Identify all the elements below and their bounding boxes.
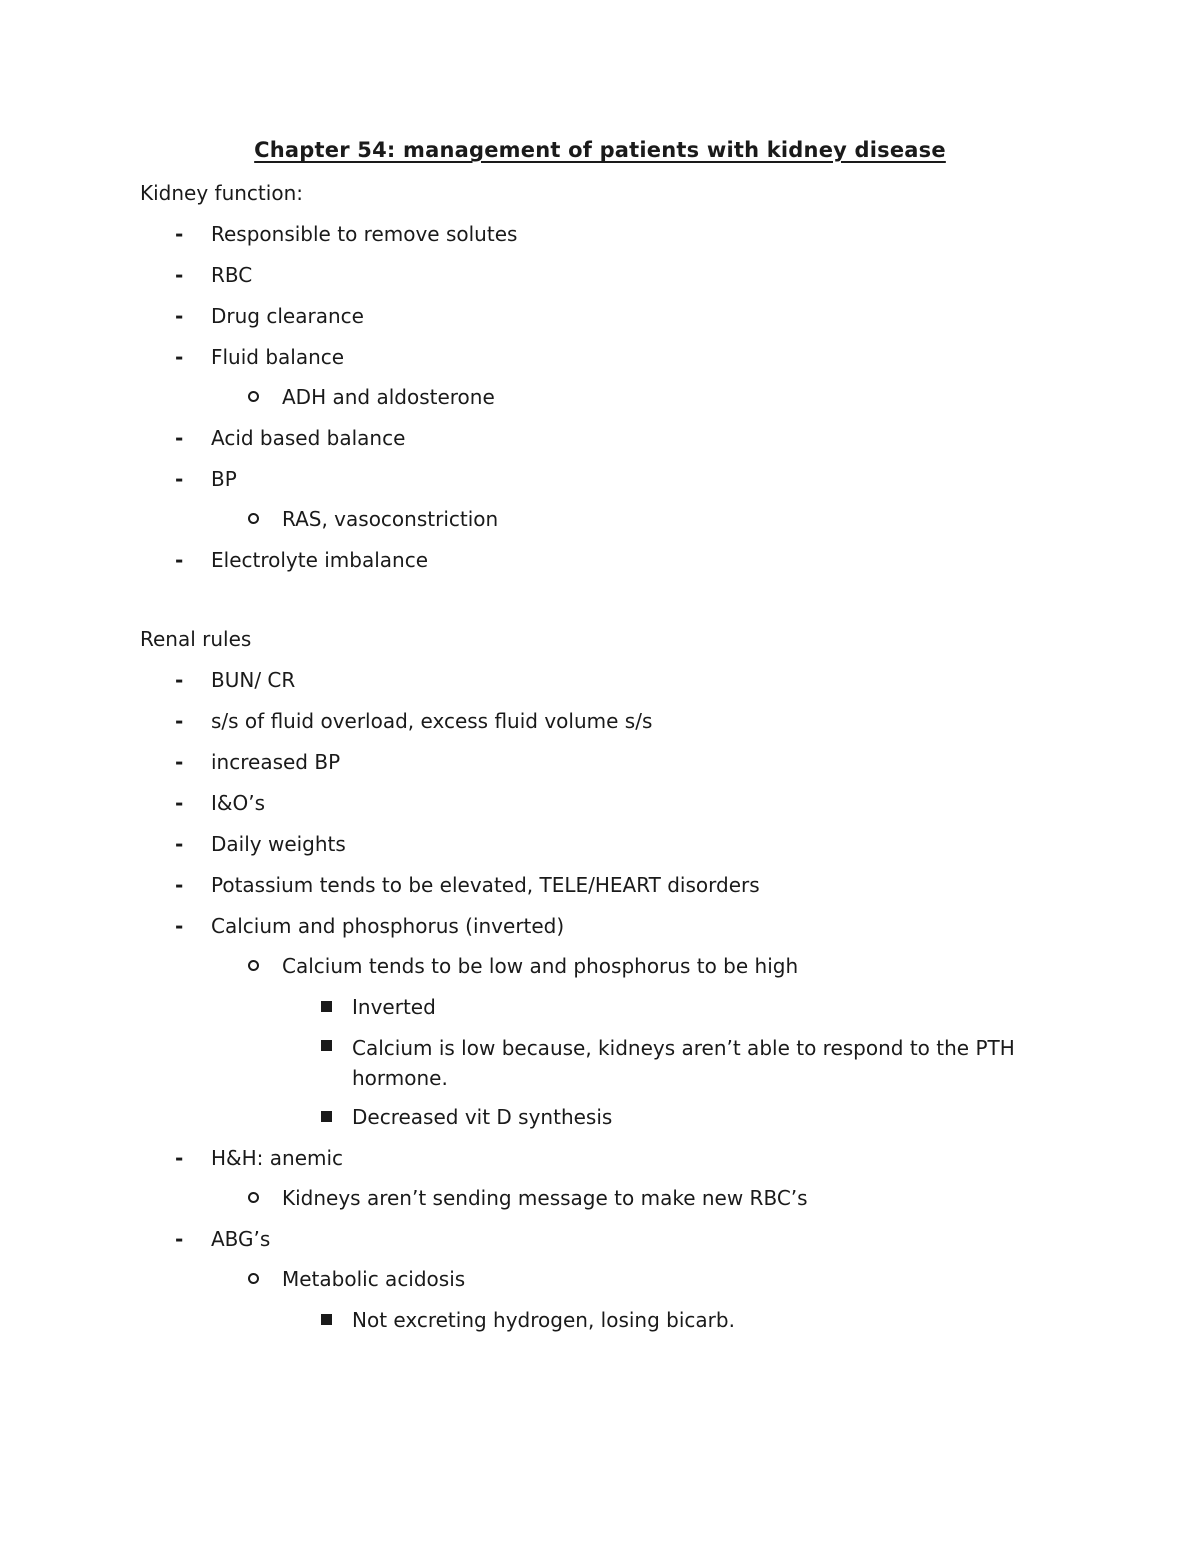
square-bullet-icon bbox=[321, 1040, 332, 1051]
sub-list-item: RAS, vasoconstriction bbox=[140, 506, 1080, 547]
sub-list-item: ADH and aldosterone bbox=[140, 384, 1080, 425]
list-item: - Acid based balance bbox=[175, 426, 406, 450]
list-item: - BUN/ CR bbox=[175, 668, 296, 692]
list-item: - I&O’s bbox=[175, 791, 266, 815]
circle-bullet-icon bbox=[248, 1273, 259, 1284]
dash-bullet-icon: - bbox=[175, 668, 184, 692]
dash-bullet-icon: - bbox=[175, 1146, 184, 1170]
sub-list-item: Kidneys aren’t sending message to make new RBC’s bbox=[140, 1185, 1080, 1226]
square-bullet-icon bbox=[321, 1314, 332, 1325]
circle-bullet-icon bbox=[248, 960, 259, 971]
dash-bullet-icon: - bbox=[175, 873, 184, 897]
kidney-function-section bbox=[140, 180, 1080, 588]
list-item: - ABG’s bbox=[175, 1227, 271, 1251]
dash-bullet-icon: - bbox=[175, 791, 184, 815]
dash-bullet-icon: - bbox=[175, 304, 184, 328]
list-item: - increased BP bbox=[175, 750, 341, 774]
square-bullet-icon bbox=[321, 1111, 332, 1122]
sub-sub-list-item: Calcium is low because, kidneys aren’t able to respond to the PTH hormone. bbox=[140, 1033, 1080, 1104]
sub-sub-list-item: Not excreting hydrogen, losing bicarb. bbox=[140, 1307, 1080, 1348]
section-heading: Renal rules bbox=[140, 627, 252, 651]
dash-bullet-icon: - bbox=[175, 1227, 184, 1251]
dash-bullet-icon: - bbox=[175, 548, 184, 572]
sub-sub-list-item: Inverted bbox=[140, 994, 1080, 1035]
page-title: Chapter 54: management of patients with kidney disease bbox=[254, 138, 946, 162]
list-item: - Potassium tends to be elevated, TELE/HEART disorders bbox=[175, 873, 760, 897]
dash-bullet-icon: - bbox=[175, 914, 184, 938]
list-item: - BP bbox=[175, 467, 237, 491]
list-item: - RBC bbox=[175, 263, 253, 287]
section-heading: Kidney function: bbox=[140, 181, 303, 205]
list-item: - Electrolyte imbalance bbox=[175, 548, 429, 572]
circle-bullet-icon bbox=[248, 513, 259, 524]
renal-rules-section bbox=[140, 626, 1080, 1348]
sub-sub-list-item: Decreased vit D synthesis bbox=[140, 1104, 1080, 1145]
list-item: - Fluid balance bbox=[175, 345, 345, 369]
circle-bullet-icon bbox=[248, 1192, 259, 1203]
dash-bullet-icon: - bbox=[175, 222, 184, 246]
square-bullet-icon bbox=[321, 1001, 332, 1012]
list-item: - Responsible to remove solutes bbox=[175, 222, 518, 246]
sub-list-item: Calcium tends to be low and phosphorus to be high bbox=[140, 953, 1080, 994]
dash-bullet-icon: - bbox=[175, 426, 184, 450]
list-item: - s/s of fluid overload, excess fluid volume s/s bbox=[175, 709, 653, 733]
dash-bullet-icon: - bbox=[175, 750, 184, 774]
list-item: - Daily weights bbox=[175, 832, 346, 856]
list-item: - H&H: anemic bbox=[175, 1146, 344, 1170]
dash-bullet-icon: - bbox=[175, 263, 184, 287]
dash-bullet-icon: - bbox=[175, 467, 184, 491]
dash-bullet-icon: - bbox=[175, 345, 184, 369]
circle-bullet-icon bbox=[248, 391, 259, 402]
dash-bullet-icon: - bbox=[175, 709, 184, 733]
sub-list-item: Metabolic acidosis bbox=[140, 1266, 1080, 1307]
list-item: - Drug clearance bbox=[175, 304, 364, 328]
list-item: - Calcium and phosphorus (inverted) bbox=[175, 914, 565, 938]
dash-bullet-icon: - bbox=[175, 832, 184, 856]
